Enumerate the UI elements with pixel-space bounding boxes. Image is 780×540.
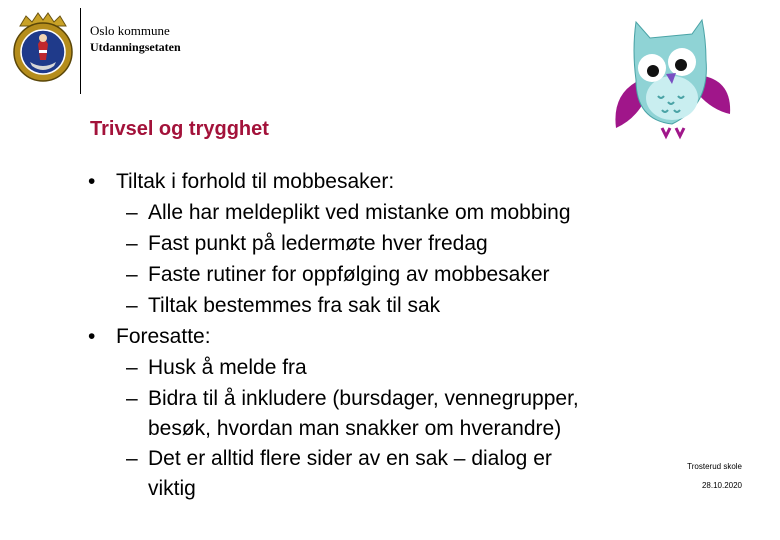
sub-bullet-marker: – [126, 447, 138, 470]
slide-title: Trivsel og trygghet [90, 118, 269, 140]
bullet-marker: • [88, 170, 96, 193]
sub-bullet-item [88, 443, 668, 474]
slide-content [88, 166, 668, 503]
sub-bullet-text: Faste rutiner for oppfølging av mobbesaker [148, 263, 550, 286]
org-line-2: Utdanningsetaten [90, 40, 181, 54]
sub-bullet-marker: – [126, 232, 138, 255]
sub-bullet-item [88, 383, 668, 414]
footer-date: 28.10.2020 [701, 481, 742, 490]
sub-bullet-item [88, 352, 668, 383]
bullet-item [88, 166, 668, 197]
sub-bullet-marker: – [126, 201, 138, 224]
bullet-text: Foresatte: [116, 325, 211, 348]
bullet-item [88, 321, 668, 352]
sub-bullet-text: Fast punkt på ledermøte hver fredag [148, 232, 488, 255]
sub-bullet-marker: – [126, 387, 138, 410]
sub-bullet-item [88, 197, 668, 228]
sub-bullet-item [88, 259, 668, 290]
sub-bullet-text: Husk å melde fra [148, 356, 307, 379]
sub-bullet-marker: – [126, 356, 138, 379]
sub-bullet-item [88, 228, 668, 259]
header-divider [80, 8, 81, 94]
sub-bullet-text: Tiltak bestemmes fra sak til sak [148, 294, 441, 317]
owl-icon [606, 10, 736, 145]
org-line-1: Oslo kommune [90, 23, 170, 38]
sub-bullet-continuation [88, 474, 668, 503]
oslo-coat-of-arms-icon [8, 8, 78, 84]
sub-bullet-text: Det er alltid flere sider av en sak – dialog er [148, 447, 552, 470]
sub-bullet-text: Alle har meldeplikt ved mistanke om mobbing [148, 201, 571, 224]
sub-bullet-item [88, 290, 668, 321]
sub-bullet-marker: – [126, 294, 138, 317]
sub-bullet-text: Bidra til å inkludere (bursdager, vennegrupper, [148, 387, 579, 410]
sub-bullet-marker: – [126, 263, 138, 286]
footer-school-name: Trosterud skole [687, 462, 742, 471]
sub-bullet-text: viktig [148, 477, 196, 500]
bullet-text: Tiltak i forhold til mobbesaker: [116, 170, 395, 193]
sub-bullet-continuation [88, 414, 668, 443]
bullet-marker: • [88, 325, 96, 348]
organization-name [90, 22, 181, 56]
sub-bullet-text: besøk, hvordan man snakker om hverandre) [148, 417, 562, 440]
